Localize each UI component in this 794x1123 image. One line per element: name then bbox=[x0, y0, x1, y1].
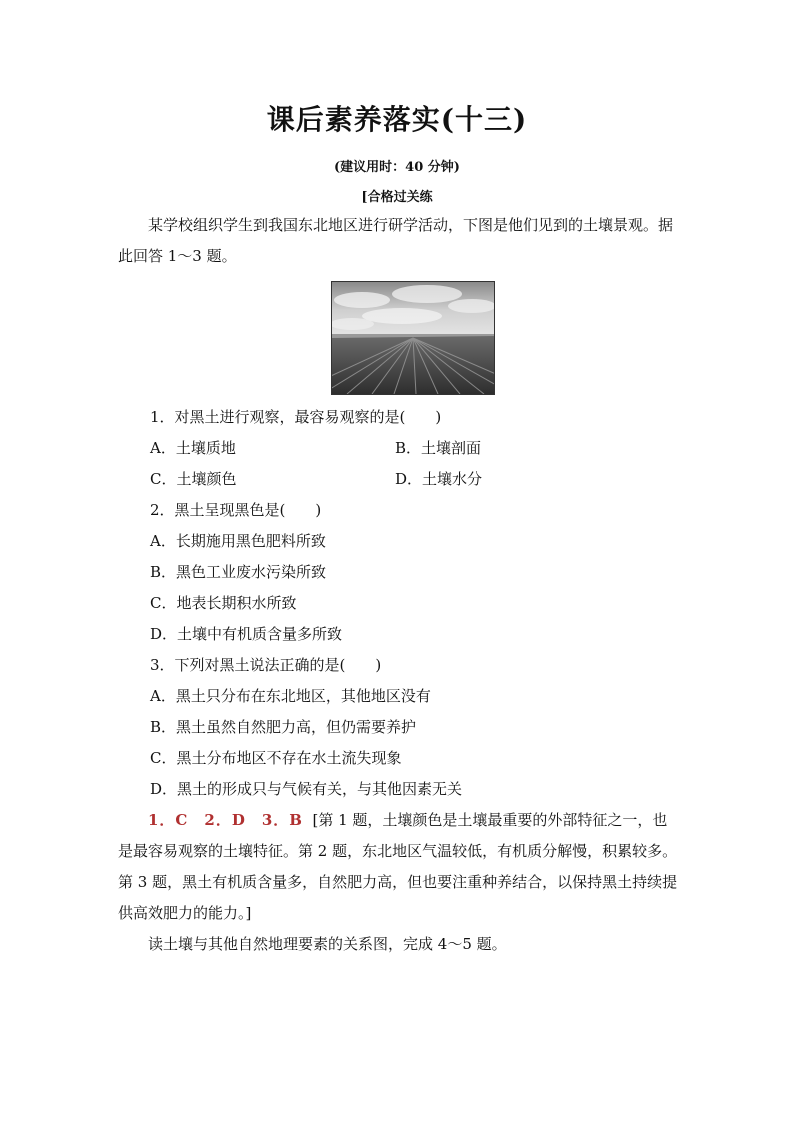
soil-landscape-photo bbox=[331, 281, 495, 395]
answer-explanation: [第 1 题，土壤颜色是土壤最重要的外部特征之一，也是最容易观察的土壤特征。第 2 题，东北地区气温较低，有机质分解慢，积累较多。第 3 题，黑土有机质含量多，自然肥力高，但也要注重种养结合，以保持黑土持续提供高效肥力的能力。] bbox=[118, 811, 678, 922]
question-1-option-b: B．土壤剖面 bbox=[395, 439, 482, 457]
question-3-option-d: D．黑土的形成只与气候有关，与其他因素无关 bbox=[150, 780, 463, 798]
question-3-option-b: B．黑土虽然自然肥力高，但仍需要养护 bbox=[150, 718, 417, 736]
next-intro-paragraph: 读土壤与其他自然地理要素的关系图，完成 4～5 题。 bbox=[148, 935, 507, 953]
question-1-stem: 1．对黑土进行观察，最容易观察的是( ) bbox=[150, 408, 442, 426]
time-note: (建议用时：40 分钟) bbox=[334, 160, 460, 175]
question-1-option-d: D．土壤水分 bbox=[395, 470, 483, 488]
question-3-option-a: A．黑土只分布在东北地区，其他地区没有 bbox=[150, 687, 431, 705]
question-1-option-a: A．土壤质地 bbox=[150, 439, 236, 457]
question-3-stem: 3．下列对黑土说法正确的是( ) bbox=[150, 656, 382, 674]
question-2-option-a: A．长期施用黑色肥料所致 bbox=[150, 532, 326, 550]
answer-key: 1．C 2．D 3．B bbox=[148, 811, 303, 829]
question-3-option-c: C．黑土分布地区不存在水土流失现象 bbox=[150, 749, 402, 767]
section-heading: [合格过关练 bbox=[361, 190, 433, 205]
intro-paragraph: 某学校组织学生到我国东北地区进行研学活动，下图是他们见到的土壤景观。据此回答 1～3 题。 bbox=[118, 216, 674, 265]
answer-block bbox=[118, 805, 678, 929]
question-1-option-c: C．土壤颜色 bbox=[150, 470, 237, 488]
page-title: 课后素养落实(十三) bbox=[266, 103, 528, 136]
question-2-option-b: B．黑色工业废水污染所致 bbox=[150, 563, 327, 581]
question-2-option-d: D．土壤中有机质含量多所致 bbox=[150, 625, 343, 643]
question-2-stem: 2．黑土呈现黑色是( ) bbox=[150, 501, 322, 519]
question-2-option-c: C．地表长期积水所致 bbox=[150, 594, 297, 612]
